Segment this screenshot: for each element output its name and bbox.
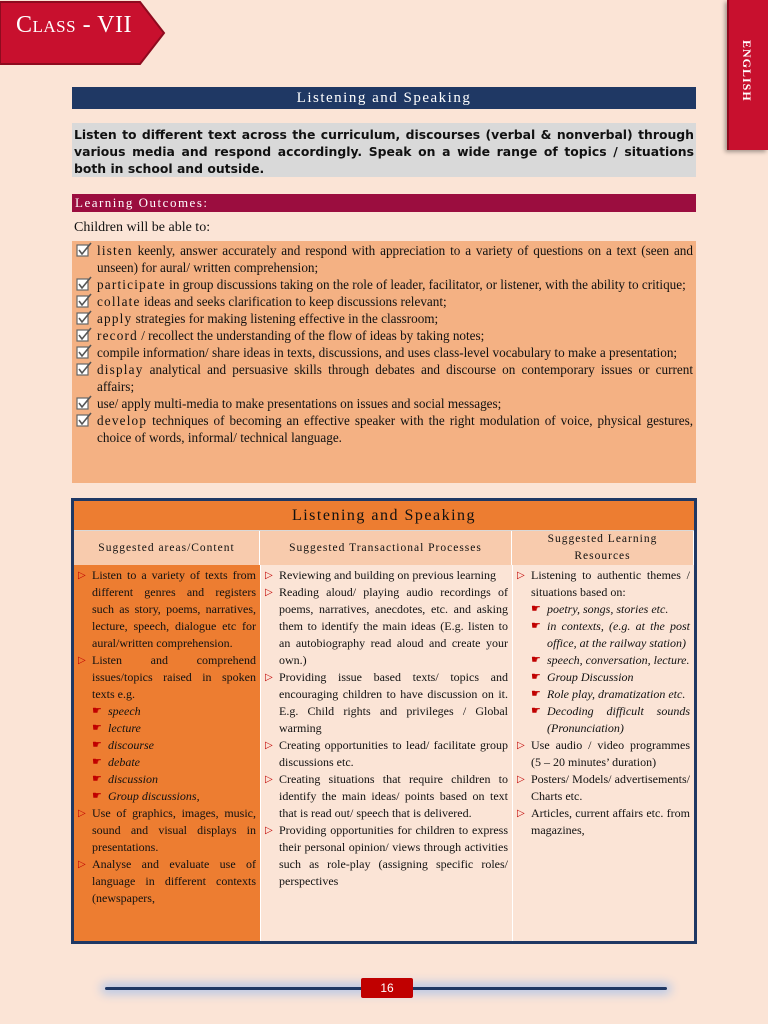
- item-text: speech, conversation, lecture.: [547, 653, 690, 667]
- outcome-text: keenly, answer accurately and respond with appreciation to a variety of questions on a text (seen and unseen) for aural/ written comprehension;: [97, 243, 693, 275]
- item-text: speech: [108, 704, 141, 718]
- list-item: [265, 737, 508, 771]
- table-header-processes: Suggested Transactional Processes: [260, 531, 512, 565]
- item-text: in contexts, (e.g. at the post office, at the railway station): [547, 619, 690, 650]
- section-title: Listening and Speaking: [72, 87, 696, 109]
- outcome-item: [75, 310, 693, 327]
- checkbox-icon: [75, 361, 97, 377]
- sub-list-item: [517, 601, 690, 618]
- arrow-bullet-icon: ▷: [265, 587, 273, 598]
- item-text: Posters/ Models/ advertisements/ Charts etc.: [531, 772, 690, 803]
- class-text: CLASS - VII: [16, 12, 132, 38]
- list-item: [78, 805, 256, 856]
- sub-list-item: [517, 686, 690, 703]
- outcome-text: strategies for making listening effective in the classroom;: [132, 311, 439, 326]
- item-text: Use of graphics, images, music, sound and visual displays in presentations.: [92, 806, 256, 854]
- arrow-bullet-icon: ▷: [265, 672, 273, 683]
- outcome-item: [75, 293, 693, 310]
- outcome-verb: participate: [97, 277, 166, 292]
- list-item: [265, 771, 508, 822]
- checkbox-icon: [75, 276, 97, 292]
- arrow-bullet-icon: ▷: [517, 808, 525, 819]
- item-text: Use audio / video programmes (5 – 20 minutes’ duration): [531, 738, 690, 769]
- item-text: Listen and comprehend issues/topics raised in spoken texts e.g.: [92, 653, 256, 701]
- pointing-hand-icon: ☛: [531, 688, 541, 700]
- item-text: Group discussions,: [108, 789, 200, 803]
- arrow-bullet-icon: ▷: [265, 740, 273, 751]
- class-label: [0, 0, 166, 66]
- column-processes: [260, 565, 512, 941]
- outcome-item: [75, 412, 693, 446]
- table-body: [74, 565, 694, 941]
- item-text: debate: [108, 755, 140, 769]
- item-text: Creating opportunities to lead/ facilitate group discussions etc.: [279, 738, 508, 769]
- arrow-bullet-icon: ▷: [517, 740, 525, 751]
- pointing-hand-icon: ☛: [92, 705, 102, 717]
- item-text: Reviewing and building on previous learning: [279, 568, 496, 582]
- outcome-text: / recollect the understanding of the flow of ideas by taking notes;: [137, 328, 485, 343]
- checkbox-icon: [75, 395, 97, 411]
- list-item: [517, 567, 690, 601]
- table-header-row: [74, 531, 694, 565]
- sub-list-item: [517, 703, 690, 737]
- list-item: [517, 771, 690, 805]
- outcome-item: [75, 276, 693, 293]
- item-text: Listening to authentic themes / situations based on:: [531, 568, 690, 599]
- list-item: [265, 584, 508, 669]
- arrow-bullet-icon: ▷: [78, 808, 86, 819]
- outcome-text: use/ apply multi-media to make presentations on issues and social messages;: [97, 396, 502, 411]
- item-text: lecture: [108, 721, 141, 735]
- outcome-verb: record: [97, 328, 138, 343]
- pointing-hand-icon: ☛: [531, 620, 541, 632]
- item-text: discussion: [108, 772, 159, 786]
- column-areas: [74, 565, 260, 941]
- pointing-hand-icon: ☛: [92, 739, 102, 751]
- item-text: Listen to a variety of texts from different genres and registers such as story, poems, narratives, lecture, speech, dialogue etc for aural/written comprehension.: [92, 568, 256, 650]
- outcome-verb: display: [97, 362, 144, 377]
- outcome-verb: apply: [97, 311, 133, 326]
- checkbox-icon: [75, 412, 97, 428]
- outcome-item: [75, 327, 693, 344]
- arrow-bullet-icon: ▷: [517, 570, 525, 581]
- arrow-bullet-icon: ▷: [265, 774, 273, 785]
- outcome-text: in group discussions taking on the role of leader, facilitator, or listener, with the ability to critique;: [165, 277, 686, 292]
- sub-list-item: [517, 618, 690, 652]
- list-item: [78, 567, 256, 652]
- item-text: Analyse and evaluate use of language in different contexts (newspapers,: [92, 857, 256, 905]
- sub-list-item: [78, 771, 256, 788]
- content-table: [71, 498, 697, 944]
- sub-list-item: [78, 788, 256, 805]
- pointing-hand-icon: ☛: [92, 756, 102, 768]
- arrow-bullet-icon: ▷: [78, 859, 86, 870]
- pointing-hand-icon: ☛: [92, 722, 102, 734]
- checkbox-icon: [75, 242, 97, 258]
- page-number: 16: [361, 978, 413, 998]
- sub-list-item: [517, 669, 690, 686]
- item-text: Role play, dramatization etc.: [547, 687, 686, 701]
- outcome-text: techniques of becoming an effective speaker with the right modulation of voice, physical gestures, choice of words, informal/ technical language.: [97, 413, 693, 445]
- sub-list-item: [78, 754, 256, 771]
- sub-list-item: [78, 703, 256, 720]
- list-item: [517, 737, 690, 771]
- item-text: Reading aloud/ playing audio recordings of poems, narratives, anecdotes, etc. and asking them to identify the main ideas (E.g. listen to an autobiography read aloud and create your own.): [279, 585, 508, 667]
- arrow-bullet-icon: ▷: [265, 825, 273, 836]
- item-text: Decoding difficult sounds (Pronunciation): [547, 704, 690, 735]
- list-item: [517, 805, 690, 839]
- table-header-areas: Suggested areas/Content: [74, 531, 260, 565]
- checkbox-icon: [75, 344, 97, 360]
- item-text: Providing opportunities for children to express their personal opinion/ views through activities such as role-play (assigning specific roles/ perspectives: [279, 823, 508, 888]
- item-text: Providing issue based texts/ topics and encouraging children to have discussion on it. E.g. Child rights and privileges / Global warming: [279, 670, 508, 735]
- item-text: Group Discussion: [547, 670, 634, 684]
- checkbox-icon: [75, 293, 97, 309]
- outcome-verb: develop: [97, 413, 148, 428]
- sub-list-item: [517, 652, 690, 669]
- arrow-bullet-icon: ▷: [517, 774, 525, 785]
- table-title: Listening and Speaking: [74, 501, 694, 531]
- learning-outcomes-heading: Learning Outcomes:: [72, 194, 696, 212]
- outcome-item: [75, 361, 693, 395]
- outcome-item: [75, 395, 693, 412]
- list-item: [265, 669, 508, 737]
- outcome-text: compile information/ share ideas in texts, discussions, and uses class-level vocabulary to make a presentation;: [97, 345, 678, 360]
- outcome-text: ideas and seeks clarification to keep discussions relevant;: [140, 294, 447, 309]
- list-item: [78, 856, 256, 907]
- outcome-item: [75, 242, 693, 276]
- list-item: [78, 652, 256, 703]
- outcome-verb: collate: [97, 294, 141, 309]
- pointing-hand-icon: ☛: [531, 705, 541, 717]
- pointing-hand-icon: ☛: [531, 654, 541, 666]
- subject-tab-label: ENGLISH: [740, 40, 754, 102]
- outcome-text: analytical and persuasive skills through debates and discourse on contemporary issues or current affairs;: [97, 362, 693, 394]
- item-text: Creating situations that require children to identify the main ideas/ points based on text that is read out/ speech that is delivered.: [279, 772, 508, 820]
- item-text: Articles, current affairs etc. from magazines,: [531, 806, 690, 837]
- list-item: [265, 822, 508, 890]
- outcome-verb: listen: [97, 243, 133, 258]
- table-header-resources: Suggested Learning Resources: [512, 531, 694, 565]
- checkbox-icon: [75, 327, 97, 343]
- pointing-hand-icon: ☛: [92, 773, 102, 785]
- sub-list-item: [78, 737, 256, 754]
- pointing-hand-icon: ☛: [531, 603, 541, 615]
- column-resources: [512, 565, 694, 941]
- sub-list-item: [78, 720, 256, 737]
- outcome-item: [75, 344, 693, 361]
- arrow-bullet-icon: ▷: [78, 570, 86, 581]
- learning-outcomes-lead-in: Children will be able to:: [74, 220, 211, 235]
- arrow-bullet-icon: ▷: [78, 655, 86, 666]
- item-text: discourse: [108, 738, 154, 752]
- checkbox-icon: [75, 310, 97, 326]
- arrow-bullet-icon: ▷: [265, 570, 273, 581]
- pointing-hand-icon: ☛: [531, 671, 541, 683]
- item-text: poetry, songs, stories etc.: [547, 602, 669, 616]
- pointing-hand-icon: ☛: [92, 790, 102, 802]
- learning-outcomes-list: [72, 241, 696, 483]
- intro-paragraph: Listen to different text across the curriculum, discourses (verbal & nonverbal) through various media and respond accordingly. Speak on a wide range of topics / situations both in school and outside.: [72, 123, 696, 177]
- subject-tab: [727, 0, 768, 150]
- list-item: [265, 567, 508, 584]
